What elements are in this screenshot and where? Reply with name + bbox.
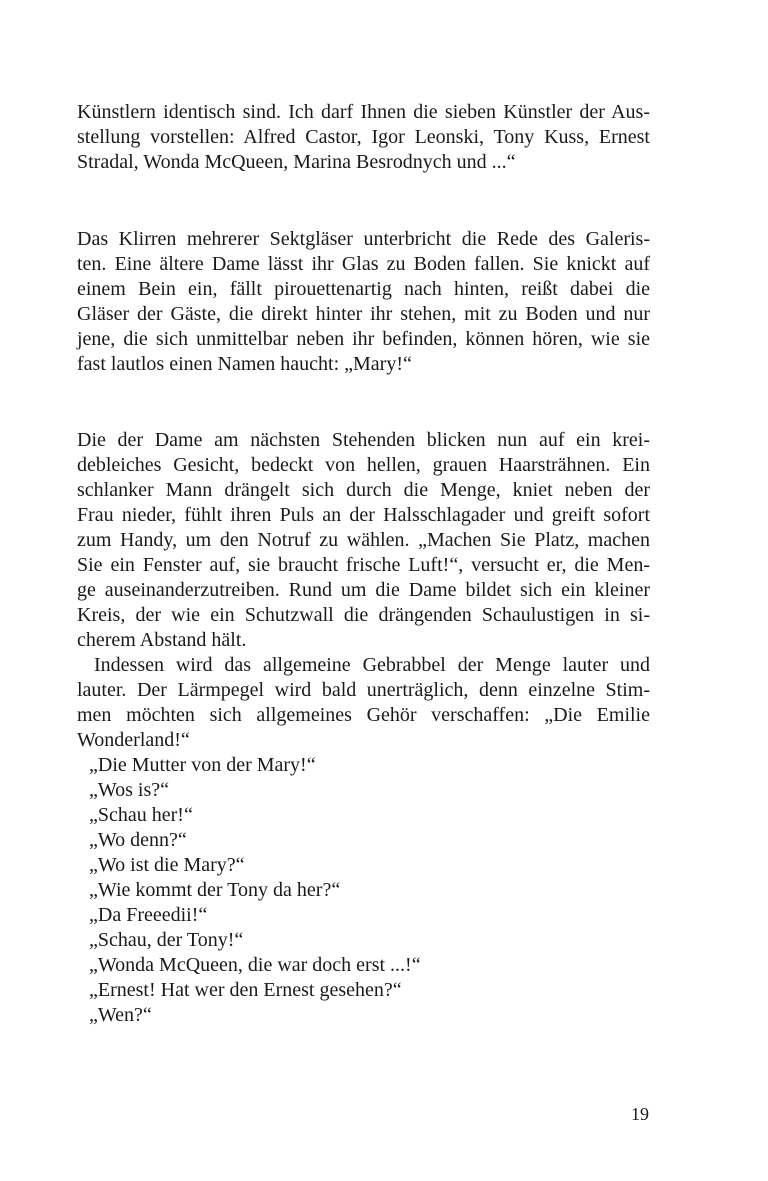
text-line: Das Klirren mehrerer Sektgläser unterbricht die Rede des Galeris- [77,228,650,250]
text-line: ten. Eine ältere Dame lässt ihr Glas zu Boden fallen. Sie knickt auf [77,253,650,275]
paragraph-glasses-shatter [77,227,650,377]
text-line: fast lautlos einen Namen haucht: „Mary!“ [77,353,412,375]
text-line: Kreis, der wie ein Schutzwall die drängenden Schaulustigen in si- [77,604,650,626]
text-line: einem Bein ein, fällt pirouettenartig nach hinten, reißt dabei die [77,278,650,300]
text-line: Indessen wird das allgemeine Gebrabbel der Menge lauter und [94,654,650,676]
page-number: 19 [631,1104,649,1124]
text-line: jene, die sich unmittelbar neben ihr befinden, können hören, wie sie [77,328,650,350]
text-line: ge auseinanderzutreiben. Rund um die Dame bildet sich ein kleiner [77,579,650,601]
text-line: Künstlern identisch sind. Ich darf Ihnen die sieben Künstler der Aus- [77,101,650,123]
text-line: lauter. Der Lärmpegel wird bald unerträglich, denn einzelne Stim- [77,679,650,701]
text-line: stellung vorstellen: Alfred Castor, Igor Leonski, Tony Kuss, Ernest [77,126,650,148]
paragraph [77,227,650,377]
text-line: zum Handy, um den Notruf zu wählen. „Machen Sie Platz, machen [77,529,650,551]
text-line: Stradal, Wonda McQueen, Marina Besrodnych und ...“ [77,151,516,173]
dialogue-line: „Wo denn?“ [89,829,187,851]
dialogue-line: „Wos is?“ [89,779,170,801]
text-line: Wonderland!“ [77,729,190,751]
text-line: Die der Dame am nächsten Stehenden blicken nun auf ein krei- [77,429,650,451]
paragraph-artists-intro [77,100,650,175]
section-crowd-reaction [77,428,650,1028]
text-line: Sie ein Fenster auf, sie braucht frische Luft!“, versucht er, die Men- [77,554,650,576]
dialogue-line: „Die Mutter von der Mary!“ [89,754,316,776]
text-line: men möchten sich allgemeines Gehör verschaffen: „Die Emilie [77,704,650,726]
text-line: debleiches Gesicht, bedeckt von hellen, grauen Haarsträhnen. Ein [77,454,650,476]
dialogue-line: „Wo ist die Mary?“ [89,854,245,876]
dialogue-line: „Ernest! Hat wer den Ernest gesehen?“ [89,979,402,1001]
text-line: schlanker Mann drängelt sich durch die Menge, kniet neben der [77,479,650,501]
text-line: Gläser der Gäste, die direkt hinter ihr stehen, mit zu Boden und nur [77,303,650,325]
dialogue-line: „Da Freeedii!“ [89,904,208,926]
dialogue-line: „Wen?“ [89,1004,152,1026]
paragraph [77,100,650,175]
dialogue-line: „Wonda McQueen, die war doch erst ...!“ [89,954,421,976]
text-line: Frau nieder, fühlt ihren Puls an der Halsschlagader und greift sofort [77,504,650,526]
dialogue-line: „Schau her!“ [89,804,193,826]
paragraph [77,653,650,753]
text-line: cherem Abstand hält. [77,629,247,651]
dialogue-line: „Wie kommt der Tony da her?“ [89,879,341,901]
paragraph [77,428,650,653]
dialogue-line: „Schau, der Tony!“ [89,929,244,951]
